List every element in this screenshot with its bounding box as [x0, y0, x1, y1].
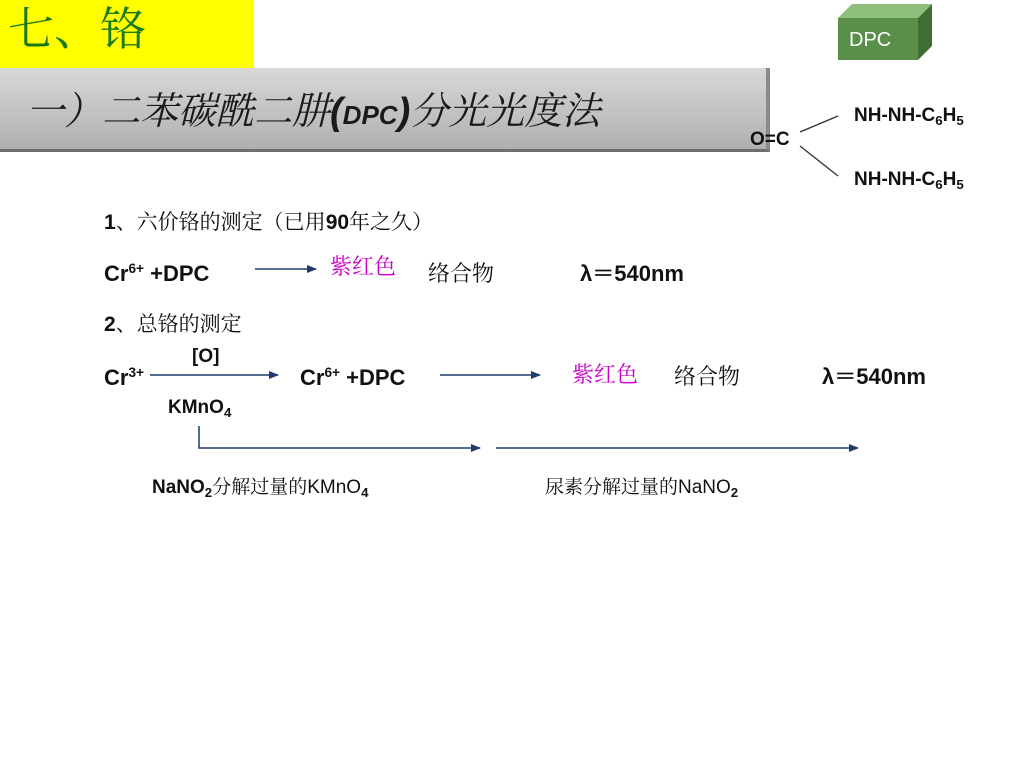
method-title-open-paren: ( [330, 91, 343, 133]
structure-lower-sub2: 5 [956, 177, 964, 192]
structure-core: O=C [750, 129, 790, 150]
structure-lower-mid: H [942, 169, 957, 190]
section2-oxidant-sub: 4 [223, 405, 232, 420]
section1-heading-b: 年之久） [349, 211, 434, 234]
cleanup-step-1-a: NaNO [152, 477, 205, 498]
cleanup-step-1-b: 分解过量的KMnO [212, 477, 362, 498]
structure-bond-lower [800, 146, 838, 176]
section2-product-charge: 6+ [324, 365, 340, 380]
cleanup-bracket [199, 426, 480, 448]
cleanup-step-2 [545, 478, 738, 499]
cleanup-step-1-sub: 2 [204, 485, 213, 500]
section1-number: 1 [104, 211, 116, 234]
structure-upper-sub2: 5 [956, 113, 964, 128]
section2-oxidant [168, 398, 231, 419]
section2-start-charge: 3+ [128, 365, 144, 380]
section1-heading-num: 90 [325, 211, 350, 234]
section2-oxidant-prefix: KMnO [168, 397, 224, 418]
section2-product-ion: Cr [300, 365, 325, 390]
cleanup-step-2-a: 尿素分解过量的NaNO [545, 477, 731, 498]
section2-wavelength: λ＝540nm [822, 364, 926, 389]
structure-upper-prefix: NH-NH-C [854, 105, 936, 126]
method-title-prefix: 一）二苯碳酰二肼 [26, 89, 331, 133]
section1-plus-reagent: +DPC [144, 261, 210, 286]
section2-start-ion: Cr [104, 365, 129, 390]
section1-wavelength: λ＝540nm [580, 261, 684, 286]
section2-number: 2 [104, 313, 116, 336]
section1-charge: 6+ [128, 261, 144, 276]
section2-heading-text: 、总铬的测定 [115, 313, 242, 336]
section2-complex: 络合物 [674, 364, 741, 389]
structure-bond-upper [800, 116, 838, 132]
section2-oxidation-label: [O] [192, 346, 220, 367]
section2-plus-reagent: +DPC [340, 365, 406, 390]
section2-start [104, 366, 144, 389]
section1-complex: 络合物 [428, 261, 495, 286]
section1-heading-a: 、六价铬的测定（已用 [115, 211, 326, 234]
section1-reactants [104, 262, 209, 285]
structure-branch-upper [854, 106, 964, 127]
section1-heading [104, 212, 433, 233]
structure-upper-mid: H [942, 105, 957, 126]
structure-upper-sub1: 6 [935, 113, 943, 128]
dpc-badge-label: DPC [849, 29, 892, 51]
section2-heading [104, 314, 242, 335]
section2-product [300, 366, 405, 389]
cleanup-step-1-sub2: 4 [361, 485, 369, 500]
structure-branch-lower [854, 170, 964, 191]
section1-reactant: Cr [104, 261, 129, 286]
cleanup-step-2-sub: 2 [730, 485, 739, 500]
structure-lower-sub1: 6 [935, 177, 943, 192]
method-title-abbr: DPC [342, 100, 398, 130]
method-title-close-paren: ) [397, 91, 411, 133]
section2-color: 紫红色 [572, 362, 639, 387]
cleanup-step-1 [152, 478, 368, 499]
slide-title: 七、铬 [8, 2, 146, 56]
section1-color: 紫红色 [330, 254, 397, 279]
structure-lower-prefix: NH-NH-C [854, 169, 936, 190]
method-title-suffix: 分光光度法 [410, 89, 601, 133]
